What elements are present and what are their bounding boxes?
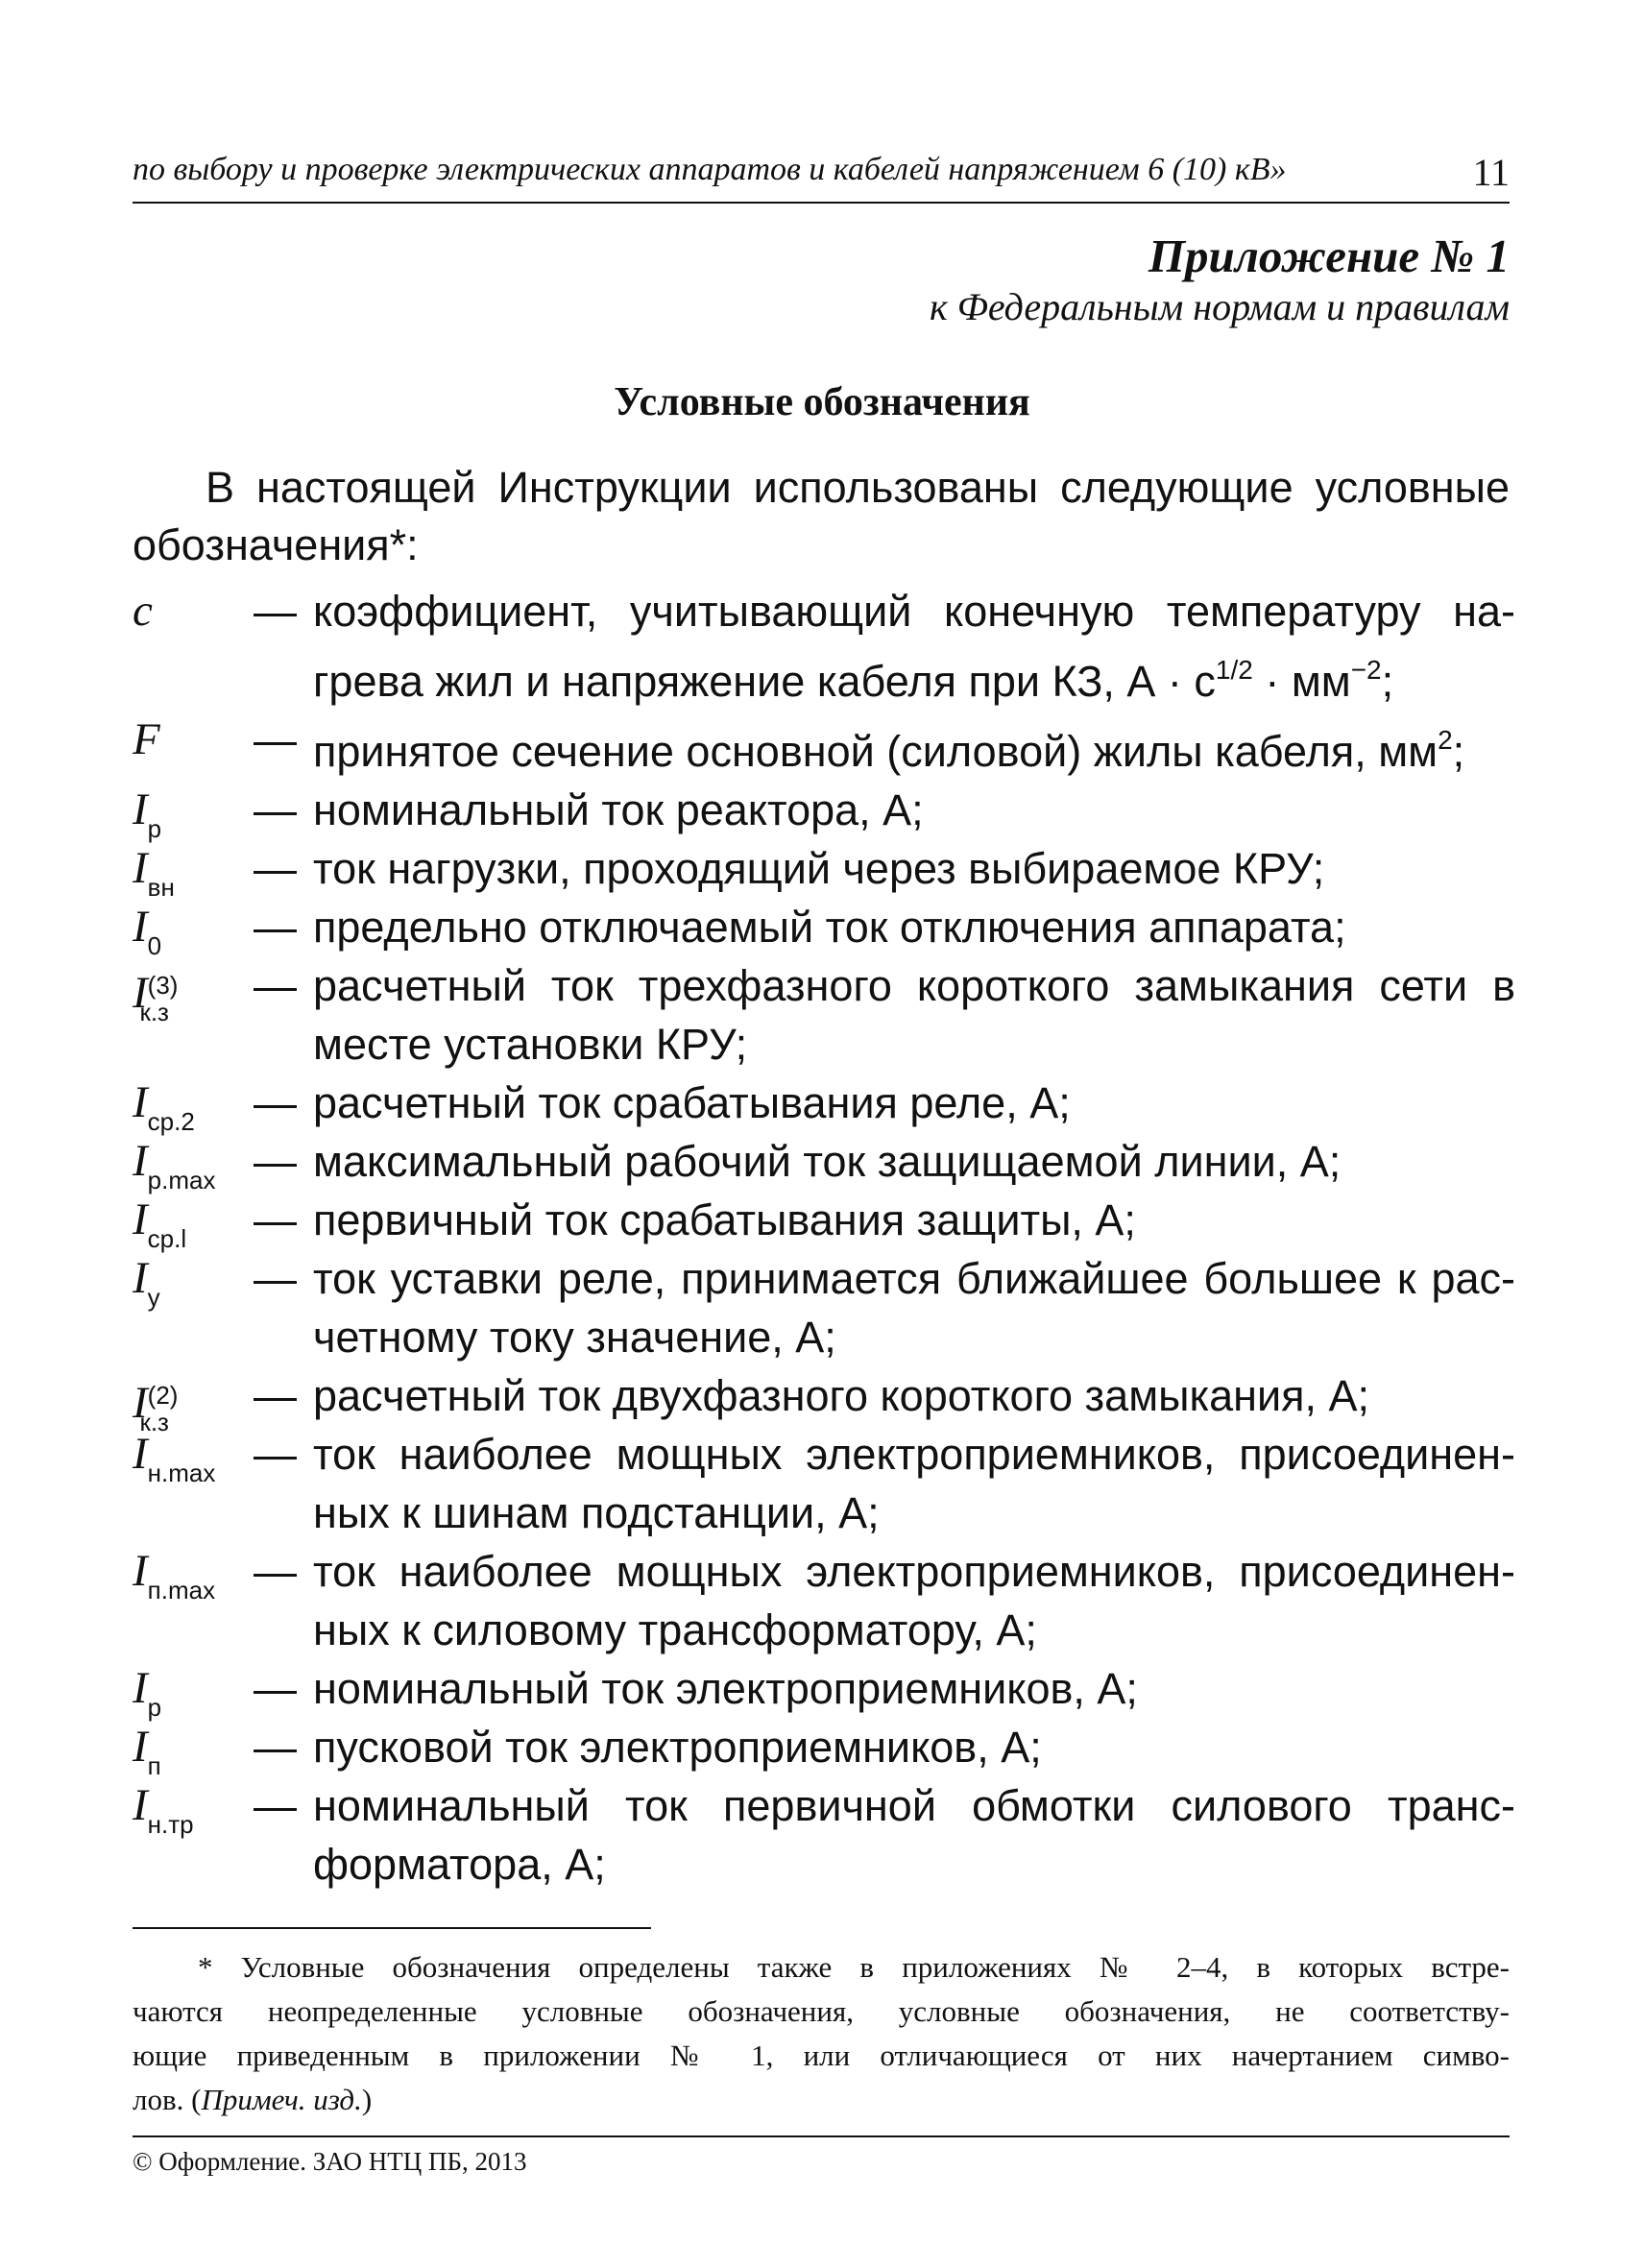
symbol: $I^{(2)}_{к.з}$ — [133, 1378, 179, 1436]
footnote-line: чаются неопределенные условные обозначения, условные обозначения, не соответству- — [133, 1994, 1510, 2028]
symbol-description: ток наиболее мощных электроприемников, присоединен- ных к силовому трансформатору, А; — [313, 1547, 1515, 1654]
dash: — — [254, 1723, 297, 1772]
symbol: c — [133, 586, 153, 636]
symbol-description: ток уставки реле, принимается ближайшее большее к рас- четному току значение, А; — [313, 1254, 1515, 1362]
symbol-entry — [133, 1718, 1515, 1780]
dash: — — [254, 785, 297, 834]
footnote-line: ющие приведенным в приложении № 1, или отличающиеся от них начертанием симво- — [133, 2039, 1510, 2072]
copyright: © Оформление. ЗАО НТЦ ПБ, 2013 — [133, 2147, 527, 2176]
symbol-description: ток нагрузки, проходящий через выбираемое КРУ; — [313, 844, 1325, 893]
symbol-description: максимальный рабочий ток защищаемой линии, А; — [313, 1137, 1342, 1186]
footnote-rule — [133, 1927, 651, 1929]
symbol: $I_п$ — [133, 1722, 161, 1780]
dash: — — [254, 1781, 297, 1830]
intro-line: обозначения*: — [133, 520, 419, 569]
symbol: $I_у$ — [133, 1253, 160, 1312]
symbol-entry — [133, 956, 1515, 1074]
symbol-description: коэффициент, учитывающий конечную температуру на- грева жил и напряжение кабеля при КЗ, $А \cdot с^{1/2} \cdot мм^{-2}$; — [313, 587, 1515, 706]
symbol-entry — [133, 898, 1515, 960]
symbol-description: номинальный ток реактора, А; — [313, 785, 924, 834]
symbol: $I_р$ — [133, 1663, 162, 1722]
dash: — — [254, 1078, 297, 1127]
intro-paragraph — [133, 459, 1510, 574]
dash: — — [254, 844, 297, 893]
symbol-entry — [133, 1366, 1515, 1436]
dash: — — [254, 1195, 297, 1244]
appendix-title: Приложение № 1 — [1148, 229, 1510, 282]
symbol: F — [133, 714, 160, 764]
symbol-description: принятое сечение основной (силовой) жилы кабеля, $мм^2$; — [313, 725, 1465, 776]
dash: — — [254, 1430, 297, 1479]
intro-line: В настоящей Инструкции использованы следующие условные — [206, 463, 1510, 512]
symbol: $I_0$ — [133, 902, 162, 960]
dash: — — [254, 903, 297, 952]
symbol: $I_р$ — [133, 784, 162, 843]
dash: — — [254, 1254, 297, 1303]
symbol-description: ток наиболее мощных электроприемников, присоединен- ных к шинам подстанции, А; — [313, 1430, 1515, 1537]
appendix-subtitle: к Федеральным нормам и правилам — [930, 285, 1510, 328]
running-header — [133, 148, 1510, 204]
symbol: $I_{н.max}$ — [133, 1429, 216, 1487]
symbol-entry — [133, 1132, 1515, 1194]
footnote — [133, 1945, 1510, 2122]
symbol-entry — [133, 1776, 1515, 1894]
footnote-line: * Условные обозначения определены также в приложениях № 2–4, в которых встре- — [198, 1950, 1510, 1984]
symbol-description: расчетный ток срабатывания реле, А; — [313, 1078, 1071, 1127]
symbol-entry — [133, 1659, 1515, 1722]
symbol-list — [133, 582, 1515, 1894]
dash: — — [254, 961, 297, 1010]
symbol-entry — [133, 839, 1515, 902]
dash: — — [254, 1137, 297, 1186]
symbol-entry — [133, 1425, 1515, 1542]
symbol-entry — [133, 1249, 1515, 1366]
symbol: $I_{н.тр}$ — [133, 1780, 194, 1839]
symbol-description: номинальный ток электроприемников, А; — [313, 1664, 1138, 1713]
symbol-description: первичный ток срабатывания защиты, А; — [313, 1195, 1136, 1244]
symbol: $I_{п.max}$ — [133, 1546, 216, 1604]
symbol-description: номинальный ток первичной обмотки силового транс- форматора, А; — [313, 1781, 1515, 1889]
symbol-entry — [133, 781, 1515, 843]
symbol: $I_{вн}$ — [133, 843, 175, 902]
symbol-entry — [133, 1191, 1515, 1253]
running-title: по выбору и проверке электрических аппаратов и кабелей напряжением 6 (10) кВ» — [133, 152, 1287, 187]
symbol: $I^{(3)}_{к.з}$ — [133, 968, 179, 1026]
symbol: $I_{р.max}$ — [133, 1136, 216, 1194]
footer-rule — [133, 2135, 1510, 2137]
dash: — — [254, 587, 297, 636]
dash: — — [254, 1664, 297, 1713]
symbol-entry — [133, 711, 1515, 781]
symbol-description: предельно отключаемый ток отключения аппарата; — [313, 903, 1346, 952]
symbol-description: расчетный ток двухфазного короткого замыкания, А; — [313, 1371, 1370, 1420]
section-title: Условные обозначения — [614, 380, 1030, 424]
symbol: $I_{ср.2}$ — [133, 1077, 195, 1136]
dash: — — [254, 715, 297, 764]
dash: — — [254, 1547, 297, 1596]
symbol-description: пусковой ток электроприемников, А; — [313, 1723, 1042, 1772]
dash: — — [254, 1371, 297, 1420]
symbol-entry — [133, 1542, 1515, 1659]
symbol-entry — [133, 1074, 1515, 1136]
symbol-description: расчетный ток трехфазного короткого замыкания сети в месте установки КРУ; — [313, 961, 1515, 1069]
symbol-entry — [133, 582, 1515, 711]
symbol: $I_{ср.l}$ — [133, 1194, 187, 1253]
page-number: 11 — [1472, 151, 1510, 194]
footnote-line: лов. (Примеч. изд.) — [133, 2083, 373, 2116]
